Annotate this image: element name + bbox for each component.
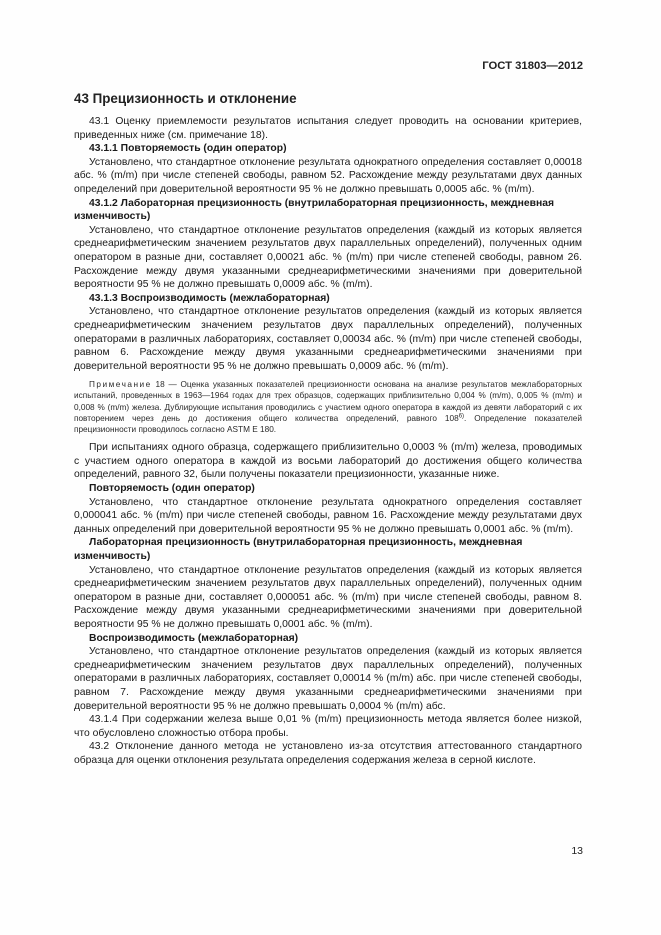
note-label: Примечание bbox=[89, 380, 152, 390]
heading-repeatability: 43.1.1 Повторяемость (один оператор) bbox=[89, 143, 287, 155]
note-18 bbox=[74, 379, 582, 435]
note-footnote-ref: 6) bbox=[458, 413, 465, 420]
heading-reproducibility-2: Воспроизводимость (межлабораторная) bbox=[89, 632, 299, 644]
paragraph-lab-precision-2: Установлено, что стандартное отклонение результатов определения (каждый из которых является среднеарифметическим значением результатов двух параллельных определений), полученных одним оператором в разные дни, составляет 0,000051 абс. % (m/m) при числе степеней свободы, равном 8. Расхождение между двумя указанными среднеарифметическими значениями при доверительной вероятности 95 % не должно превышать 0,0001 абс. % (m/m). bbox=[74, 564, 582, 631]
paragraph-43-1: 43.1 Оценку приемлемости результатов испытания следует проводить на основании критериев, приведенных ниже (см. примечание 18). bbox=[74, 116, 582, 141]
heading-lab-precision-2: Лабораторная прецизионность (внутрилабораторная прецизионность, междневная изменчивость) bbox=[74, 537, 523, 563]
paragraph-repeatability: Установлено, что стандартное отклонение результата однократного определения составляет 0,00018 абс. % (m/m) при числе степеней свободы, равном 52. Расхождение между результатами двух данных определений при доверительной вероятности 95 % не должно превышать 0,0005 абс. % (m/m). bbox=[74, 156, 582, 195]
paragraph-repeatability-2: Установлено, что стандартное отклонение результата однократного определения составляет 0,000041 абс. % (m/m) при числе степеней свободы, равном 16. Расхождение между результатами двух данных определений при доверительной вероятности 95 % не должно превышать 0,0001 абс. % (m/m). bbox=[74, 496, 582, 535]
paragraph-43-2: 43.2 Отклонение данного метода не установлено из-за отсутствия аттестованного стандартного образца для оценки отклонения результата определения содержания железа в серной кислоте. bbox=[74, 741, 582, 766]
heading-reproducibility: 43.1.3 Воспроизводимость (межлабораторная) bbox=[89, 292, 330, 304]
paragraph-43-1-4: 43.1.4 При содержании железа выше 0,01 % (m/m) прецизионность метода является более низкой, что обусловлено сложностью отбора пробы. bbox=[74, 714, 582, 739]
note-text: 18 — Оценка указанных показателей прецизионности основана на анализе результатов межлабораторных испытаний, проведенных в 1963—1964 годах для трех образцов, содержащих приблизительно 0,004 % (m/m), 0,005 % (m/m) и 0,008 % (m/m) железа. Дублирующие испытания проводились с участием одного оператора в каждой из девяти лабораторий с их повторением через день до достижения общего количества определений, равного 108 bbox=[74, 380, 582, 423]
section-title: 43 Прецизионность и отклонение bbox=[74, 91, 297, 106]
paragraph-single-sample: При испытаниях одного образца, содержащего приблизительно 0,0003 % (m/m) железа, проводимых с участием одного оператора в каждой из восьми лабораторий до достижения общего количества определений, равного 32, были получены показатели прецизионности, указанные ниже. bbox=[74, 442, 582, 481]
paragraph-reproducibility: Установлено, что стандартное отклонение результатов определения (каждый из которых является среднеарифметическим значением результатов двух параллельных определений), полученных операторами в различных лабораториях, составляет 0,00034 абс. % (m/m) при числе степеней свободы, равном 6. Расхождение между двумя указанными среднеарифметическими значениями при доверительной вероятности 95 % не должно превышать 0,0009 абс. % (m/m). bbox=[74, 306, 582, 372]
document-id: ГОСТ 31803—2012 bbox=[482, 60, 583, 72]
heading-repeatability-2: Повторяемость (один оператор) bbox=[89, 483, 255, 495]
note-tail: . Определение показателей прецизионности проводилось согласно ASTM E 180. bbox=[74, 413, 582, 435]
document-body bbox=[74, 115, 582, 768]
page-number: 13 bbox=[571, 845, 583, 857]
heading-lab-precision: 43.1.2 Лабораторная прецизионность (внутрилабораторная прецизионность, междневная изменчивость) bbox=[74, 197, 555, 223]
paragraph-reproducibility-2: Установлено, что стандартное отклонение результатов определения (каждый из которых является среднеарифметическим значением результатов двух параллельных определений), полученных операторами в различных лабораториях, составляет 0,00014 % (m/m) абс. при числе степеней свободы, равном 7. Расхождение между двумя указанными среднеарифметическими значениями при доверительной вероятности 95 % не должно превышать 0,0004 % (m/m) абс. bbox=[74, 646, 582, 712]
paragraph-lab-precision: Установлено, что стандартное отклонение результатов определения (каждый из которых является среднеарифметическим значением результатов двух параллельных определений), полученных одним оператором в разные дни, составляет 0,00021 абс. % (m/m) при числе степеней свободы, равном 26. Расхождение между двумя указанными среднеарифметическими значениями при доверительной вероятности 95 % не должно превышать 0,0009 абс. % (m/m). bbox=[74, 224, 582, 291]
